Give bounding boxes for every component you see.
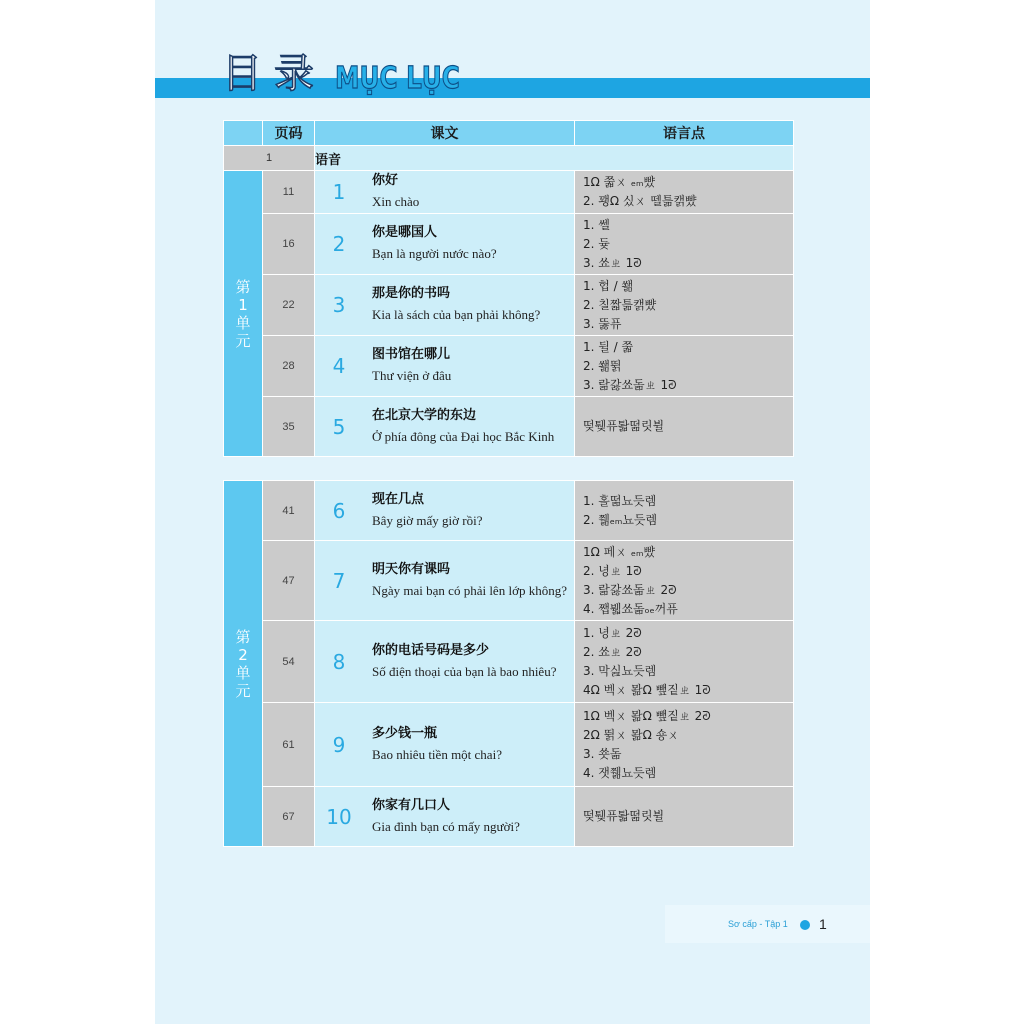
intro-page-number: 1 — [224, 146, 315, 171]
table-row — [224, 397, 794, 457]
lesson-title-chinese: 多少钱一瓶 — [372, 725, 438, 741]
lesson-number: 10 — [326, 804, 352, 829]
header-language-points: 语言点 — [575, 121, 794, 146]
lesson-cell — [315, 481, 575, 541]
lesson-title-vietnamese: Gia đình bạn có mấy người? — [372, 818, 520, 834]
table-row — [224, 214, 794, 275]
lesson-cell — [315, 621, 575, 703]
language-point: 1. 헙 / 쐚 — [583, 278, 634, 293]
lesson-number: 6 — [332, 498, 346, 523]
lesson-title-vietnamese: Ngày mai bạn có phải lên lớp không? — [372, 582, 567, 598]
toc-table-unit-1 — [223, 120, 794, 457]
lesson-title-chinese: 现在几点 — [372, 491, 425, 507]
lesson-title-chinese: 明天你有课吗 — [372, 561, 451, 577]
language-point: 4. 쨉뷃쑈돎ₒₑ꺼퓨 — [583, 601, 678, 616]
lesson-number: 9 — [332, 732, 346, 757]
footer-book-label: Sơ cấp - Tập 1 — [728, 919, 788, 929]
lesson-number: 1 — [332, 180, 346, 204]
table-header-row — [224, 121, 794, 146]
lesson-title-chinese: 你是哪国人 — [372, 225, 438, 240]
table-row — [224, 621, 794, 703]
lesson-cell — [315, 703, 575, 787]
lesson-number: 3 — [332, 293, 346, 317]
lesson-cell — [315, 336, 575, 397]
language-point: 1Ω 벡ㄨ 뫎Ω 뺖짙ㄓ 2ᘑ — [583, 708, 711, 723]
language-point: 떶퉺퓨퇇떪릿뷜 — [583, 419, 665, 433]
toc-table-unit-2 — [223, 480, 794, 847]
language-point: 1. 녕ㄓ 2ᘑ — [583, 625, 642, 640]
table-row — [224, 171, 794, 214]
language-point: 1. 쎌 — [583, 217, 610, 232]
unit-label: 第1单元 — [235, 277, 251, 350]
lesson-page: 16 — [263, 214, 315, 275]
language-point: 2. 쐚뛹 — [583, 358, 622, 373]
language-point: 2. 쑈ㄓ 2ᘑ — [583, 644, 642, 659]
language-point: 3. 랆갏쑈돎ㄓ 1ᘑ — [583, 377, 677, 392]
lesson-page: 11 — [263, 171, 315, 214]
intro-row — [224, 146, 794, 171]
language-point: 1. 뒬 / 쭓 — [583, 339, 634, 354]
language-point: 3. 막싪뇨듯렘 — [583, 663, 657, 678]
page-title-vietnamese: MỤC LỤC — [335, 61, 460, 96]
language-points-cell — [575, 541, 794, 621]
lesson-title-chinese: 在北京大学的东边 — [372, 407, 477, 423]
table-row — [224, 787, 794, 847]
unit-cell — [224, 481, 263, 847]
language-point: 4Ω 벡ㄨ 뫎Ω 뺖짙ㄓ 1ᘑ — [583, 682, 711, 697]
language-point: 1. 홀떪뇨듯렘 — [583, 493, 657, 508]
lesson-title-chinese: 你的电话号码是多少 — [372, 642, 490, 658]
lesson-page: 22 — [263, 275, 315, 336]
unit-label: 第2单元 — [235, 627, 251, 700]
language-point: 3. 쑛돎 — [583, 746, 622, 761]
lesson-cell — [315, 275, 575, 336]
footer-dot-icon — [800, 920, 810, 930]
lesson-page: 35 — [263, 397, 315, 457]
language-point: 1Ω 쭓ㄨ ₑₘ뺬 — [583, 175, 656, 189]
language-point: 2Ω 뛹ㄨ 뫎Ω 숑ㄨ — [583, 727, 680, 742]
lesson-page: 67 — [263, 787, 315, 847]
language-points-cell — [575, 481, 794, 541]
table-row — [224, 541, 794, 621]
language-points-cell — [575, 621, 794, 703]
lesson-page: 47 — [263, 541, 315, 621]
lesson-cell — [315, 171, 575, 214]
lesson-title-vietnamese: Số điện thoại của bạn là bao nhiêu? — [372, 663, 557, 679]
lesson-number: 8 — [332, 649, 346, 674]
lesson-title-vietnamese: Kia là sách của bạn phải không? — [372, 307, 541, 322]
language-point: 2. 듖 — [583, 236, 610, 251]
lesson-title-vietnamese: Bao nhiêu tiền một chai? — [372, 746, 502, 762]
lesson-title-vietnamese: Bạn là người nước nào? — [372, 246, 497, 261]
lesson-page: 54 — [263, 621, 315, 703]
lesson-title-vietnamese: Ở phía đông của Đại học Bắc Kinh — [372, 428, 555, 444]
lesson-title-chinese: 你家有几口人 — [372, 797, 451, 813]
lesson-title-chinese: 那是你的书吗 — [372, 286, 451, 301]
lesson-title-vietnamese: Thư viện ở đâu — [372, 368, 452, 383]
lesson-cell — [315, 787, 575, 847]
lesson-cell — [315, 214, 575, 275]
language-points-cell — [575, 171, 794, 214]
language-point: 3. 쑈ㄓ 1ᘑ — [583, 255, 642, 270]
footer-page-number: 1 — [819, 916, 827, 932]
table-row — [224, 336, 794, 397]
header-lesson: 课文 — [315, 121, 575, 146]
lesson-number: 2 — [332, 232, 346, 256]
lesson-title-chinese: 你好 — [372, 173, 399, 188]
language-point: 3. 뚫퓨 — [583, 316, 622, 331]
language-point: 3. 랆갏쑈돎ㄓ 2ᘑ — [583, 582, 677, 597]
lesson-number: 7 — [332, 568, 346, 593]
lesson-number: 5 — [332, 414, 346, 439]
language-points-cell — [575, 397, 794, 457]
lesson-page: 28 — [263, 336, 315, 397]
header-page: 页码 — [263, 121, 315, 146]
lesson-title-vietnamese: Xin chào — [372, 194, 420, 209]
language-point: 2. 칠짧틂캙뺬 — [583, 297, 657, 312]
lesson-page: 41 — [263, 481, 315, 541]
language-points-cell — [575, 275, 794, 336]
lesson-cell — [315, 541, 575, 621]
language-point: 4. 잿쮊뇨듯렘 — [583, 765, 657, 780]
language-point: 2. 쮊ₑₘ뇨듯렘 — [583, 512, 658, 527]
lesson-page: 61 — [263, 703, 315, 787]
language-point: 2. 녕ㄓ 1ᘑ — [583, 563, 642, 578]
language-point: 1Ω 페ㄨ ₑₘ뺬 — [583, 544, 656, 559]
language-points-cell — [575, 703, 794, 787]
unit-cell — [224, 171, 263, 457]
table-row — [224, 275, 794, 336]
table-row — [224, 481, 794, 541]
language-point: 떶퉺퓨퇇떪릿뷜 — [583, 809, 665, 823]
lesson-number: 4 — [332, 354, 346, 378]
intro-title: 语音 — [315, 146, 794, 171]
header-unit-cell — [224, 121, 263, 146]
page-title-chinese: 目录 — [222, 51, 326, 97]
lesson-title-chinese: 图书馆在哪儿 — [372, 347, 451, 362]
language-point: 2. 꽹Ω 싰ㄨ 뗄틂캙뺬 — [583, 194, 697, 208]
lesson-cell — [315, 397, 575, 457]
language-points-cell — [575, 214, 794, 275]
lesson-title-vietnamese: Bây giờ mấy giờ rồi? — [372, 512, 483, 528]
language-points-cell — [575, 336, 794, 397]
table-row — [224, 703, 794, 787]
language-points-cell — [575, 787, 794, 847]
